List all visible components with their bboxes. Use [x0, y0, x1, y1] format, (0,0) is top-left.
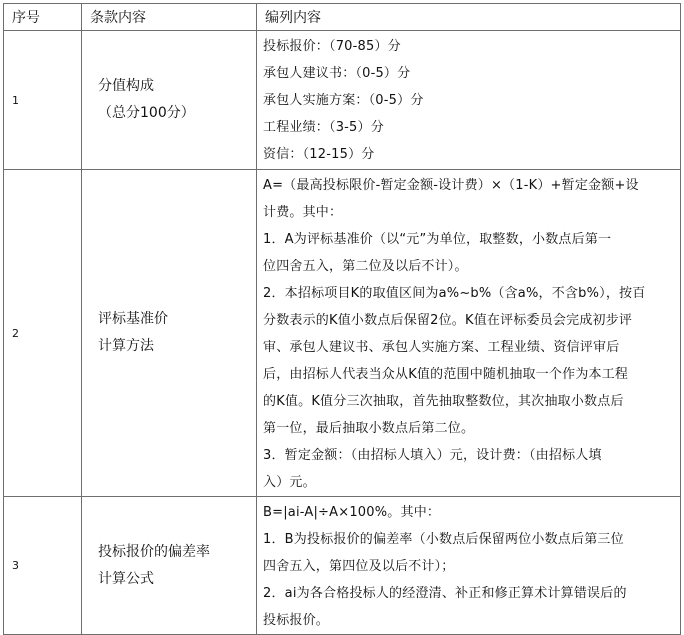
content-line: 的K值。K值分三次抽取，首先抽取整数位，其次抽取小数点后: [263, 394, 624, 409]
clause-item-line: 计算方法: [98, 338, 154, 354]
content-line: 承包人实施方案：（0-5）分: [263, 93, 424, 108]
compiled-content: [257, 31, 681, 170]
compiled-content: [257, 170, 681, 497]
content-line: 计费。其中：: [263, 205, 343, 220]
row-number: 1: [4, 31, 82, 170]
content-line: A=（最高投标限价-暂定金额-设计费）×（1-K）+暂定金额+设: [263, 178, 639, 193]
clause-item: [82, 170, 257, 497]
content-line: 分数表示的K值小数点后保留2位。K值在评标委员会完成初步评: [263, 313, 633, 328]
content-line: 审、承包人建议书、承包人实施方案、工程业绩、资信评审后: [263, 340, 620, 355]
clause-table: [3, 3, 681, 635]
clause-item-line: 分值构成: [98, 78, 154, 94]
clause-item-line: 评标基准价: [98, 311, 168, 327]
content-line: 1．A为评标基准价（以“元”为单位，取整数，小数点后第一: [263, 232, 612, 247]
row-number: 3: [4, 497, 82, 635]
content-line: B=|ai-A|÷A×100%。其中：: [263, 505, 441, 520]
clause-item-line: 投标报价的偏差率: [98, 543, 210, 560]
content-line: 工程业绩：（3-5）分: [263, 120, 384, 135]
clause-item-line: （总分100分）: [98, 105, 195, 121]
content-line: 四舍五入，第四位及以后不计）；: [263, 559, 455, 574]
content-line: 1．B为投标报价的偏差率（小数点后保留两位小数点后第三位: [263, 532, 624, 547]
content-line: 承包人建议书：（0-5）分: [263, 66, 411, 81]
content-line: 3．暂定金额：（由招标人填入）元，设计费：（由招标人填: [263, 448, 602, 463]
content-line: 2．本招标项目K的取值区间为a%~b%（含a%，不含b%），按百: [263, 286, 646, 301]
header-compiled-content: 编列内容: [257, 4, 681, 31]
table-row: [4, 170, 681, 497]
content-line: 资信：（12-15）分: [263, 147, 375, 162]
header-clause-content: 条款内容: [82, 4, 257, 31]
content-line: 后，由招标人代表当众从K值的范围中随机抽取一个作为本工程: [263, 367, 629, 382]
content-line: 入）元。: [263, 475, 316, 490]
table-row: [4, 31, 681, 170]
content-line: 2．ai为各合格投标人的经澄清、补正和修正算术计算错误后的: [263, 586, 627, 601]
content-line: 投标报价。: [263, 613, 330, 628]
clause-item: [82, 497, 257, 635]
clause-item: [82, 31, 257, 170]
content-line: 第一位，最后抽取小数点后第二位。: [263, 421, 475, 436]
clause-item-line: 计算公式: [98, 570, 154, 587]
compiled-content: [257, 497, 681, 635]
header-serial-number: 序号: [4, 4, 82, 31]
content-line: 位四舍五入，第二位及以后不计）。: [263, 259, 468, 274]
table-row: [4, 497, 681, 635]
row-number: 2: [4, 170, 82, 497]
content-line: 投标报价：（70-85）分: [263, 39, 401, 54]
table-header-row: [4, 4, 681, 31]
